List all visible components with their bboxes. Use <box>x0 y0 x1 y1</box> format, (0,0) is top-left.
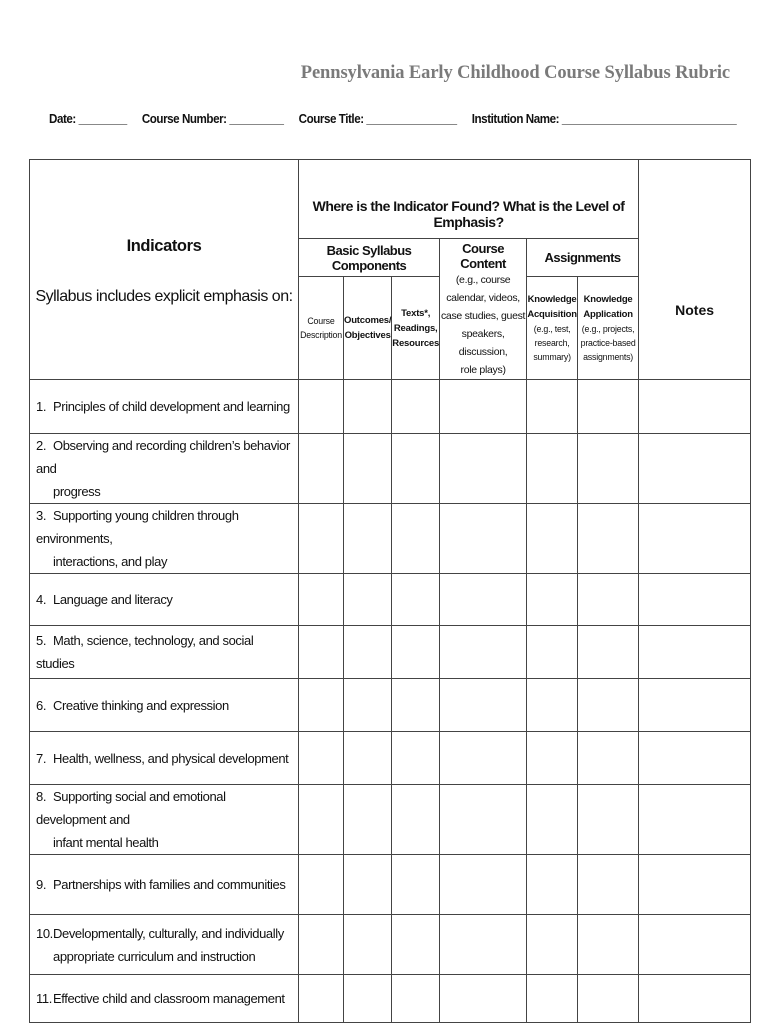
assignments-header: Assignments <box>527 239 639 277</box>
indicator-text: Developmentally, culturally, and individually <box>53 925 284 941</box>
rubric-entry-cell[interactable] <box>578 855 639 915</box>
rubric-entry-cell[interactable] <box>440 915 527 975</box>
texts-readings-header: Texts*, Readings, Resources <box>392 277 440 380</box>
rubric-entry-cell[interactable] <box>639 679 751 732</box>
rubric-entry-cell[interactable] <box>344 855 392 915</box>
rubric-entry-cell[interactable] <box>527 855 578 915</box>
indicator-text: Math, science, technology, and social studies <box>36 633 254 671</box>
rubric-entry-cell[interactable] <box>527 434 578 504</box>
rubric-entry-cell[interactable] <box>440 785 527 855</box>
indicator-number: 8. <box>36 789 47 804</box>
knowledge-acquisition-header: Knowledge Acquisition (e.g., test, research, summary) <box>527 277 578 380</box>
indicator-number: 1. <box>36 399 47 414</box>
rubric-entry-cell[interactable] <box>392 504 440 574</box>
indicator-label <box>30 785 299 855</box>
course-content-header: Course Content <box>460 241 506 271</box>
rubric-entry-cell[interactable] <box>344 679 392 732</box>
indicator-text: Principles of child development and learning <box>53 399 290 414</box>
indicator-text: Supporting social and emotional development and <box>36 789 226 827</box>
rubric-entry-cell[interactable] <box>392 679 440 732</box>
rubric-entry-cell[interactable] <box>578 626 639 679</box>
rubric-entry-cell[interactable] <box>639 855 751 915</box>
table-row <box>30 380 751 434</box>
indicators-subheader: Syllabus includes explicit emphasis on: <box>35 288 293 305</box>
table-row <box>30 975 751 1023</box>
rubric-entry-cell[interactable] <box>578 732 639 785</box>
rubric-entry-cell[interactable] <box>578 574 639 626</box>
notes-header: Notes <box>675 301 715 318</box>
rubric-entry-cell[interactable] <box>299 915 344 975</box>
rubric-entry-cell[interactable] <box>299 380 344 434</box>
rubric-entry-cell[interactable] <box>639 434 751 504</box>
document-title: Pennsylvania Early Childhood Course Syllabus Rubric <box>300 63 730 83</box>
course-number-field[interactable]: Course Number: _________ <box>141 111 284 126</box>
rubric-entry-cell[interactable] <box>639 732 751 785</box>
indicator-text: Health, wellness, and physical development <box>53 750 289 766</box>
rubric-entry-cell[interactable] <box>392 915 440 975</box>
rubric-entry-cell[interactable] <box>440 679 527 732</box>
table-row <box>30 434 751 504</box>
rubric-entry-cell[interactable] <box>578 975 639 1023</box>
rubric-entry-cell[interactable] <box>392 574 440 626</box>
indicators-header-cell <box>30 160 299 380</box>
rubric-entry-cell[interactable] <box>392 855 440 915</box>
header-fields <box>49 111 749 126</box>
rubric-entry-cell[interactable] <box>527 785 578 855</box>
rubric-entry-cell[interactable] <box>392 434 440 504</box>
indicator-text: Effective child and classroom management <box>53 991 285 1006</box>
indicator-text-continued: infant mental health <box>53 835 159 850</box>
rubric-entry-cell[interactable] <box>440 855 527 915</box>
indicator-label <box>30 574 299 626</box>
indicator-number: 5. <box>36 633 47 648</box>
table-row <box>30 626 751 679</box>
indicator-label <box>30 434 299 504</box>
rubric-entry-cell[interactable] <box>639 574 751 626</box>
rubric-entry-cell[interactable] <box>578 915 639 975</box>
rubric-entry-cell[interactable] <box>344 504 392 574</box>
table-row <box>30 785 751 855</box>
table-row <box>30 732 751 785</box>
indicator-text: Language and literacy <box>53 592 173 607</box>
rubric-entry-cell[interactable] <box>392 785 440 855</box>
rubric-entry-cell[interactable] <box>578 434 639 504</box>
rubric-entry-cell[interactable] <box>440 380 527 434</box>
course-content-header-cell <box>440 239 527 380</box>
course-description-header: Course Description <box>299 277 344 380</box>
course-title-field[interactable]: Course Title: _______________ <box>298 111 457 126</box>
indicator-number: 2. <box>36 438 47 453</box>
rubric-entry-cell[interactable] <box>344 626 392 679</box>
rubric-entry-cell[interactable] <box>639 504 751 574</box>
rubric-entry-cell[interactable] <box>344 915 392 975</box>
rubric-entry-cell[interactable] <box>344 975 392 1023</box>
table-row <box>30 855 751 915</box>
institution-name-field[interactable]: Institution Name: _____________________________ <box>471 111 737 126</box>
indicator-text-continued: progress <box>53 484 101 499</box>
indicator-label <box>30 732 299 785</box>
rubric-entry-cell[interactable] <box>578 785 639 855</box>
indicator-label <box>30 504 299 574</box>
indicator-text: Supporting young children through environments, <box>36 508 239 546</box>
course-content-desc: (e.g., course calendar, videos, case studies, guest speakers, discussion, role plays) <box>440 274 526 376</box>
rubric-entry-cell[interactable] <box>578 380 639 434</box>
rubric-entry-cell[interactable] <box>440 732 527 785</box>
rubric-entry-cell[interactable] <box>578 679 639 732</box>
indicator-number: 10. <box>36 925 53 941</box>
indicator-number: 6. <box>36 697 47 713</box>
table-row <box>30 915 751 975</box>
rubric-entry-cell[interactable] <box>392 975 440 1023</box>
rubric-entry-cell[interactable] <box>440 434 527 504</box>
indicator-text-continued: interactions, and play <box>53 554 168 569</box>
rubric-entry-cell[interactable] <box>440 574 527 626</box>
where-header-cell <box>299 160 639 239</box>
rubric-entry-cell[interactable] <box>527 504 578 574</box>
date-field[interactable]: Date: ________ <box>49 111 127 126</box>
rubric-entry-cell[interactable] <box>299 434 344 504</box>
indicator-text: Observing and recording children’s behavior and <box>36 438 290 476</box>
rubric-entry-cell[interactable] <box>299 785 344 855</box>
rubric-entry-cell[interactable] <box>527 574 578 626</box>
knowledge-application-header: Knowledge Application (e.g., projects, practice-based assignments) <box>578 277 639 380</box>
rubric-entry-cell[interactable] <box>344 785 392 855</box>
indicator-label <box>30 855 299 915</box>
table-row <box>30 574 751 626</box>
rubric-entry-cell[interactable] <box>299 574 344 626</box>
rubric-entry-cell[interactable] <box>527 975 578 1023</box>
rubric-entry-cell[interactable] <box>527 626 578 679</box>
rubric-entry-cell[interactable] <box>299 732 344 785</box>
rubric-entry-cell[interactable] <box>299 504 344 574</box>
table-row <box>30 504 751 574</box>
indicator-label <box>30 679 299 732</box>
rubric-entry-cell[interactable] <box>299 679 344 732</box>
indicator-label <box>30 975 299 1023</box>
rubric-entry-cell[interactable] <box>440 626 527 679</box>
rubric-entry-cell[interactable] <box>578 504 639 574</box>
indicator-number: 9. <box>36 877 47 892</box>
outcomes-objectives-header: Outcomes/ Objectives <box>344 277 392 380</box>
indicator-number: 11. <box>36 991 52 1006</box>
indicator-number: 3. <box>36 508 47 523</box>
rubric-entry-cell[interactable] <box>639 915 751 975</box>
rubric-entry-cell[interactable] <box>527 915 578 975</box>
rubric-entry-cell[interactable] <box>440 975 527 1023</box>
indicator-label <box>30 380 299 434</box>
table-row <box>30 679 751 732</box>
indicator-number: 4. <box>36 592 47 607</box>
indicator-text: Creative thinking and expression <box>53 697 229 713</box>
rubric-entry-cell[interactable] <box>639 380 751 434</box>
rubric-entry-cell[interactable] <box>440 504 527 574</box>
rubric-entry-cell[interactable] <box>392 626 440 679</box>
where-header: Where is the Indicator Found? What is the Level of Emphasis? <box>312 198 625 230</box>
rubric-entry-cell[interactable] <box>639 975 751 1023</box>
indicator-number: 7. <box>36 750 47 766</box>
indicator-text-continued: appropriate curriculum and instruction <box>53 948 256 964</box>
rubric-entry-cell[interactable] <box>639 626 751 679</box>
indicator-text: Partnerships with families and communities <box>53 877 286 892</box>
rubric-entry-cell[interactable] <box>344 574 392 626</box>
rubric-entry-cell[interactable] <box>299 626 344 679</box>
rubric-entry-cell[interactable] <box>299 855 344 915</box>
rubric-table <box>29 159 751 1023</box>
notes-header-cell <box>639 160 751 380</box>
rubric-entry-cell[interactable] <box>527 679 578 732</box>
rubric-entry-cell[interactable] <box>639 785 751 855</box>
indicator-label <box>30 626 299 679</box>
rubric-entry-cell[interactable] <box>392 732 440 785</box>
indicators-header: Indicators <box>126 237 202 255</box>
rubric-entry-cell[interactable] <box>344 732 392 785</box>
basic-components-header: Basic Syllabus Components <box>299 239 440 277</box>
indicator-label <box>30 915 299 975</box>
rubric-entry-cell[interactable] <box>527 380 578 434</box>
rubric-entry-cell[interactable] <box>344 434 392 504</box>
rubric-entry-cell[interactable] <box>392 380 440 434</box>
rubric-entry-cell[interactable] <box>344 380 392 434</box>
rubric-entry-cell[interactable] <box>527 732 578 785</box>
rubric-entry-cell[interactable] <box>299 975 344 1023</box>
